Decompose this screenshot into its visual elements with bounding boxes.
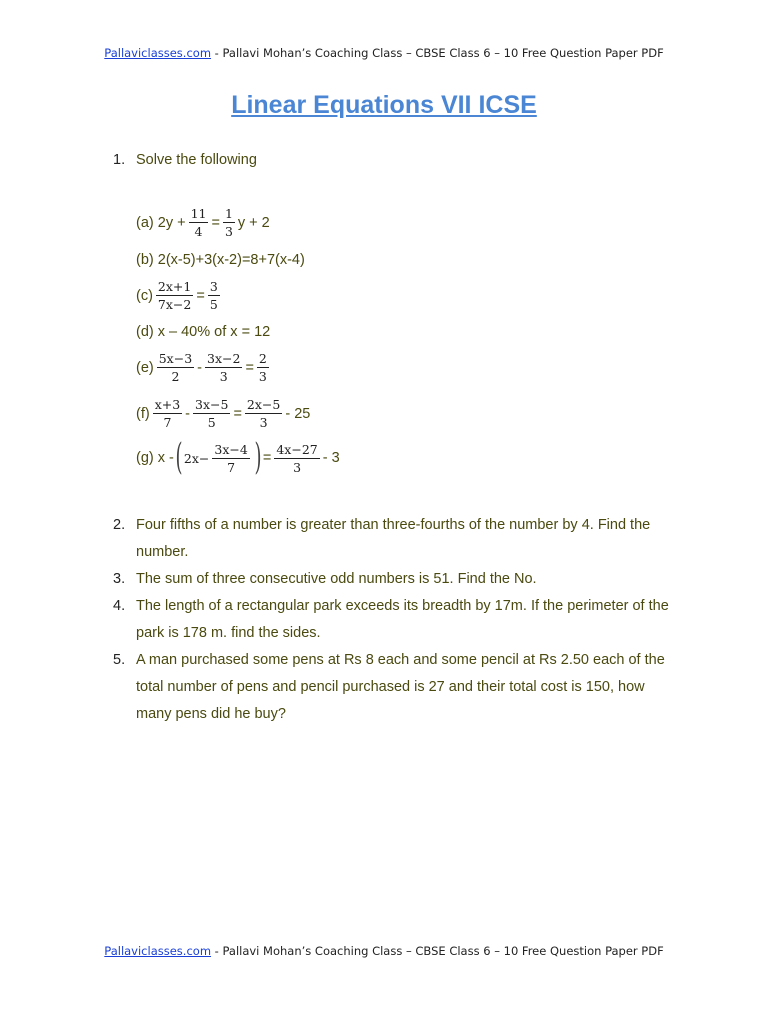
question-4-text: The length of a rectangular park exceeds its breadth by 17m. If the perimeter of the park is 178 m. find the sides. [136, 598, 669, 641]
minus-sign: - [185, 405, 191, 422]
equation-a [136, 206, 270, 239]
numerator: 3x−2 [207, 351, 241, 366]
header-text: - Pallavi Mohan’s Coaching Class – CBSE Class 6 – 10 Free Question Paper PDF [211, 46, 664, 60]
numerator: 4x−27 [276, 441, 318, 457]
numerator: 3x−4 [214, 441, 248, 457]
numerator: 2 [258, 351, 267, 366]
question-5-number: 5. [113, 652, 126, 668]
equals-sign: = [211, 214, 220, 231]
numerator: 2x−5 [246, 397, 281, 412]
equation-d [136, 324, 270, 340]
equation-g-tail: - 3 [322, 450, 340, 466]
equals-sign: = [233, 405, 242, 422]
numerator: 3 [209, 279, 218, 294]
denominator: 3 [224, 224, 233, 239]
denominator: 3 [293, 459, 302, 475]
question-3-text: The sum of three consecutive odd numbers is 51. Find the No. [136, 571, 537, 587]
equation-e [136, 351, 272, 384]
equation-c-label: (c) [136, 287, 153, 304]
equals-sign: = [196, 287, 205, 304]
equation-a-fraction-2 [223, 206, 235, 239]
numerator: 1 [224, 206, 233, 221]
equation-g-fraction-1 [212, 442, 249, 475]
page-footer [0, 944, 768, 958]
equation-c [136, 279, 223, 312]
equation-b [136, 252, 305, 268]
denominator: 5 [207, 415, 216, 430]
equation-g-label: (g) x - [136, 450, 174, 466]
question-5-text: A man purchased some pens at Rs 8 each and some pencil at Rs 2.50 each of the total number of pens and pencil purchased is 27 and their total cost is 150, how many pens did he buy? [136, 652, 665, 722]
equation-f-fraction-1 [153, 397, 182, 430]
denominator: 3 [258, 369, 267, 384]
equation-f-fraction-2 [193, 397, 230, 430]
equation-d-label: (d) x – 40% of x = 12 [136, 324, 271, 340]
equation-g-inner: 2x− [183, 450, 210, 466]
equation-e-fraction-2 [205, 351, 242, 384]
equals-sign: = [262, 450, 272, 466]
equation-f-label: (f) [136, 405, 150, 422]
equation-b-label: (b) 2(x-5)+3(x-2)=8+7(x-4) [136, 252, 305, 268]
equation-a-label: (a) 2y + [136, 214, 186, 231]
equation-f-tail: - 25 [285, 405, 311, 422]
denominator: 2 [171, 369, 180, 384]
minus-sign: - [197, 359, 203, 376]
equation-c-fraction-1 [156, 279, 193, 312]
numerator: 2x+1 [157, 279, 192, 294]
footer-text: - Pallavi Mohan’s Coaching Class – CBSE Class 6 – 10 Free Question Paper PDF [211, 944, 664, 958]
right-paren: ) [254, 437, 262, 478]
footer-site-link[interactable]: Pallaviclasses.com [104, 944, 212, 958]
question-1-number: 1. [113, 152, 126, 168]
equation-a-fraction-1 [189, 206, 209, 239]
header-site-link[interactable]: Pallaviclasses.com [104, 46, 212, 60]
page-header [0, 46, 768, 60]
denominator: 7x−2 [157, 297, 192, 312]
equation-g [136, 437, 340, 478]
equation-a-tail: y + 2 [237, 214, 270, 231]
equals-sign: = [245, 359, 254, 376]
question-4-number: 4. [113, 598, 126, 614]
numerator: 11 [190, 206, 207, 221]
equation-c-fraction-2 [208, 279, 220, 312]
question-2-text: Four fifths of a number is greater than three-fourths of the number by 4. Find the number. [136, 517, 651, 560]
page-title: Linear Equations VII ICSE [231, 91, 537, 119]
left-paren: ( [175, 437, 183, 478]
denominator: 4 [194, 224, 203, 239]
numerator: x+3 [154, 397, 181, 412]
equation-e-fraction-1 [157, 351, 194, 384]
question-3-number: 3. [113, 571, 126, 587]
equation-f-fraction-3 [245, 397, 282, 430]
denominator: 7 [227, 459, 236, 475]
equation-f [136, 397, 310, 430]
question-2-number: 2. [113, 517, 126, 533]
question-1-text: Solve the following [136, 152, 257, 168]
equation-e-label: (e) [136, 359, 154, 376]
equation-e-fraction-3 [257, 351, 269, 384]
equation-g-fraction-2 [274, 442, 319, 475]
denominator: 7 [163, 415, 172, 430]
numerator: 5x−3 [158, 351, 193, 366]
denominator: 3 [259, 415, 268, 430]
denominator: 3 [219, 369, 228, 384]
numerator: 3x−5 [195, 397, 229, 412]
denominator: 5 [209, 297, 218, 312]
